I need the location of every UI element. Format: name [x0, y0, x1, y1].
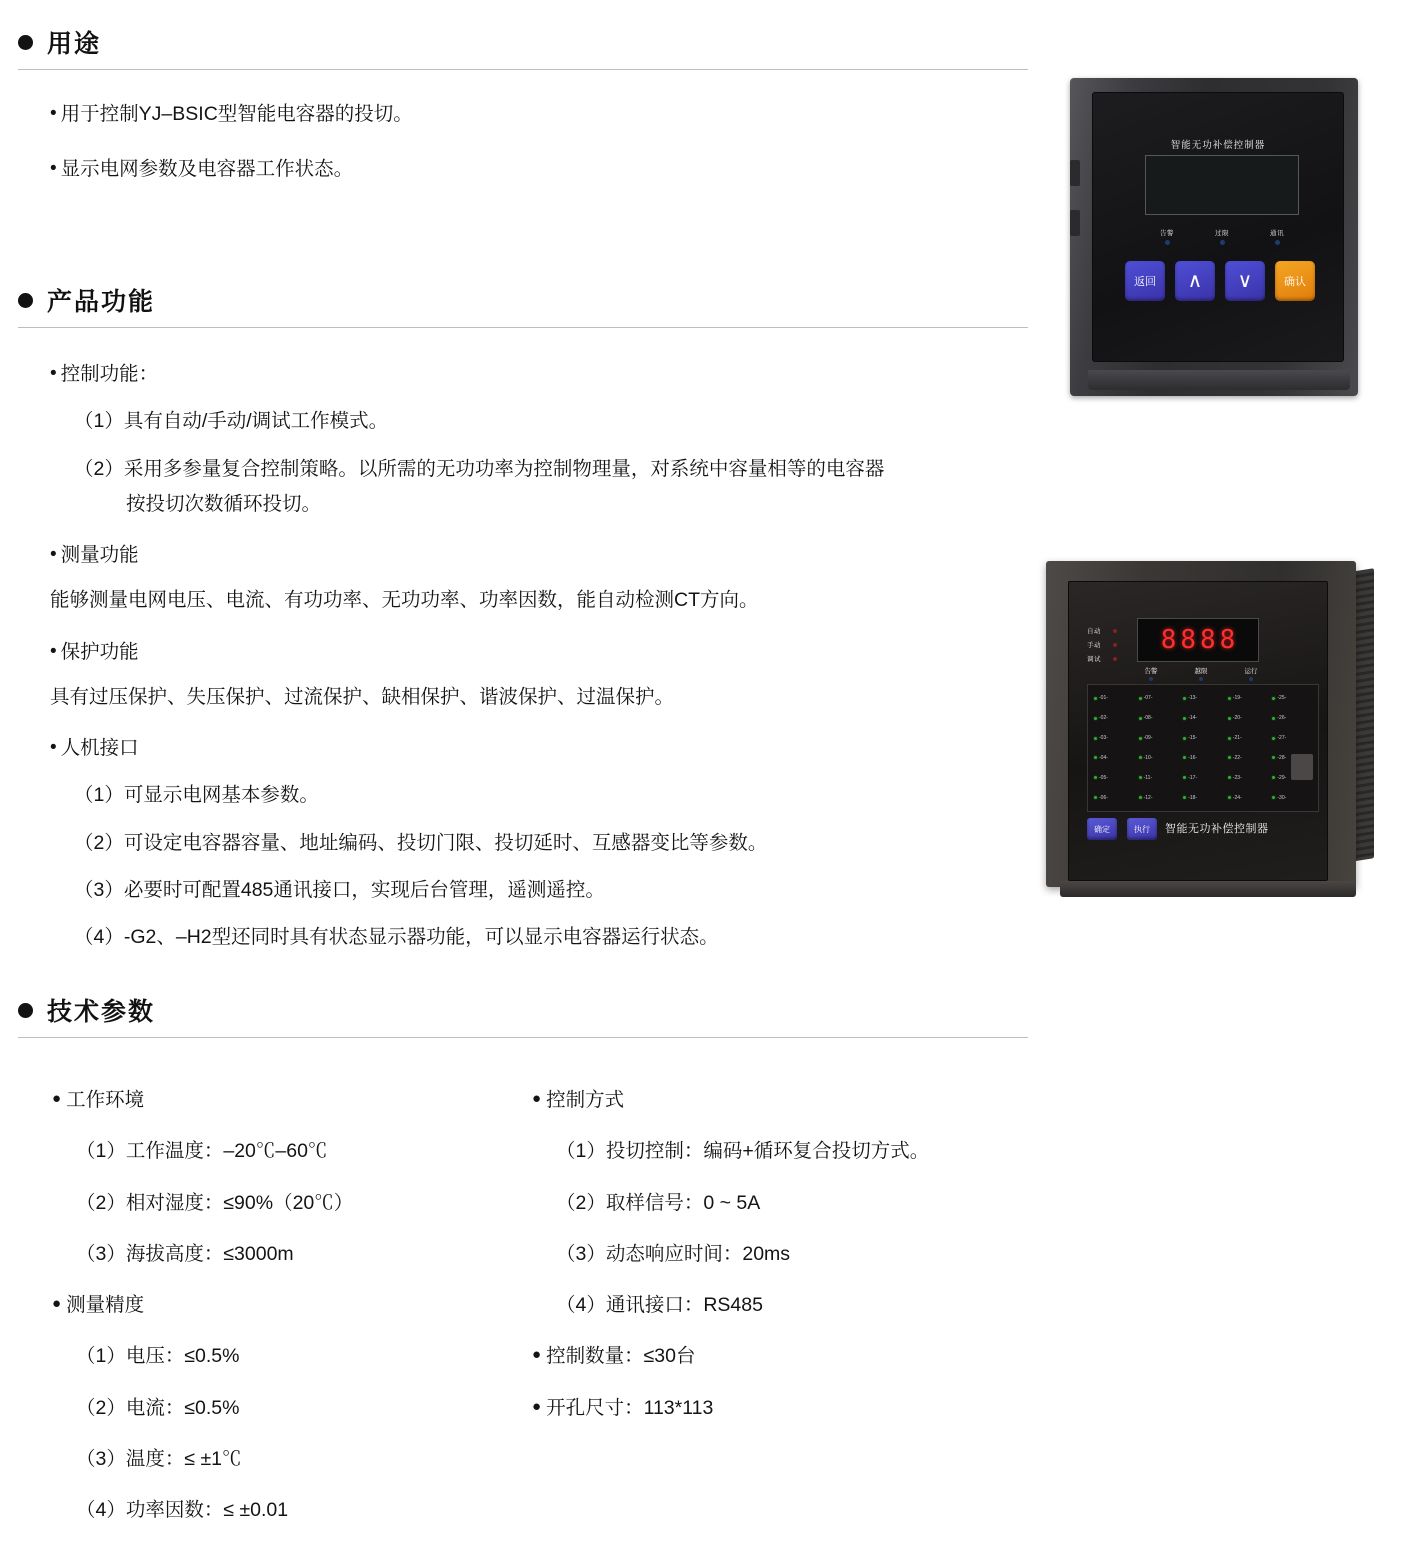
led-icon: [1272, 796, 1275, 799]
led-icon: [1113, 629, 1117, 633]
status-running: [1231, 666, 1271, 681]
list-item: [50, 100, 1028, 129]
confirm-button: 确定: [1087, 818, 1117, 840]
led-icon: [1272, 776, 1275, 779]
matrix-cell: [1226, 709, 1270, 728]
status-label: 越限: [1194, 668, 1208, 675]
tech-column-right: [532, 1086, 1012, 1547]
matrix-cell: [1181, 768, 1225, 787]
list-item: [52, 1291, 532, 1320]
matrix-cell-label: -12-: [1143, 794, 1153, 801]
divider: [18, 327, 1028, 328]
matrix-cell: [1137, 788, 1181, 807]
chevron-down-icon: ∨: [1237, 270, 1253, 292]
device-base: [1060, 881, 1356, 897]
bullet-icon: [18, 1003, 33, 1018]
led-icon: [1183, 697, 1186, 700]
param-line: （2）电流：≤0.5%: [76, 1396, 240, 1419]
matrix-cell: [1181, 729, 1225, 748]
device-base: [1088, 370, 1350, 390]
list-bullet-icon: •: [50, 103, 57, 124]
section-tech-header: [18, 992, 1028, 1028]
indicator-comm: [1257, 228, 1297, 245]
matrix-cell: [1137, 709, 1181, 728]
matrix-cell: [1137, 689, 1181, 708]
led-icon: [1139, 737, 1142, 740]
led-icon: [1113, 643, 1117, 647]
mode-label: 调试: [1087, 656, 1101, 663]
list-bullet-icon: ●: [532, 1397, 542, 1415]
section-tech-params: [18, 992, 1028, 1038]
led-icon: [1183, 737, 1186, 740]
device-indicator-group: [1147, 228, 1297, 245]
led-icon: [1272, 756, 1275, 759]
led-icon: [1094, 776, 1097, 779]
led-icon: [1183, 756, 1186, 759]
matrix-cell: [1270, 729, 1314, 748]
param-line: （3）海拔高度：≤3000m: [76, 1242, 294, 1265]
led-icon: [1183, 776, 1186, 779]
up-arrow-icon: [1175, 261, 1215, 301]
led-icon: [1272, 697, 1275, 700]
back-button: 返回: [1125, 261, 1165, 301]
matrix-cell-label: -13-: [1188, 695, 1198, 702]
matrix-cell: [1181, 709, 1225, 728]
led-icon: [1139, 756, 1142, 759]
capacitor-status-matrix: [1087, 684, 1319, 812]
device-body: [1046, 561, 1356, 887]
status-label: 告警: [1144, 668, 1158, 675]
status-alarm: [1131, 666, 1171, 681]
matrix-cell: [1226, 768, 1270, 787]
tech-column-left: [52, 1086, 532, 1547]
list-item: [50, 541, 1028, 570]
led-icon: [1094, 796, 1097, 799]
device-brand-label: 智能无功补偿控制器: [1170, 140, 1266, 151]
status-indicator-group: [1131, 666, 1271, 681]
feature-line: （2）可设定电容器容量、地址编码、投切门限、投切延时、互感器变比等参数。: [74, 831, 768, 854]
device-keypad: [1125, 261, 1315, 301]
list-item-label: 人机接口: [60, 737, 139, 759]
param-line: （3）温度：≤ ±1℃: [76, 1447, 242, 1470]
feature-line: 能够测量电网电压、电流、有功功率、无功功率、功率因数，能自动检测CT方向。: [50, 589, 759, 612]
list-bullet-icon: •: [50, 640, 57, 662]
led-icon: [1228, 796, 1231, 799]
digit: 8: [1160, 625, 1177, 655]
led-icon: [1249, 677, 1253, 681]
matrix-cell: [1092, 709, 1136, 728]
led-icon: [1272, 717, 1275, 720]
list-item-label: 控制功能：: [60, 363, 159, 385]
side-clip-lower: [1070, 210, 1080, 236]
led-icon: [1094, 737, 1097, 740]
list-item: [52, 1086, 532, 1115]
matrix-cell-label: -25-: [1277, 695, 1287, 702]
led-icon: [1272, 737, 1275, 740]
param-line: （4）功率因数：≤ ±0.01: [76, 1499, 289, 1521]
section-title: 技术参数: [47, 998, 156, 1026]
section-title: 产品功能: [47, 288, 156, 316]
digit: 8: [1219, 625, 1236, 655]
matrix-cell: [1270, 788, 1314, 807]
feature-line: （2）采用多参量复合控制策略。以所需的无功功率为控制物理量，对系统中容量相等的电容器: [74, 457, 885, 480]
list-item: [50, 638, 1028, 667]
matrix-cell: [1137, 768, 1181, 787]
section-title: 用途: [47, 30, 102, 58]
matrix-cell: [1181, 689, 1225, 708]
status-label: 运行: [1244, 668, 1258, 675]
matrix-cell: [1226, 749, 1270, 768]
device-body: [1070, 78, 1358, 396]
matrix-cell-label: -19-: [1232, 695, 1242, 702]
section-features-header: [18, 282, 1028, 318]
confirm-button: 确认: [1275, 261, 1315, 301]
feature-line: 具有过压保护、失压保护、过流保护、缺相保护、谐波保护、过温保护。: [50, 685, 675, 708]
matrix-cell: [1092, 729, 1136, 748]
device-lcd-screen: [1145, 155, 1299, 215]
led-icon: [1139, 717, 1142, 720]
matrix-cell-label: -02-: [1099, 715, 1108, 722]
mode-auto: [1087, 626, 1129, 635]
mode-indicator-group: [1087, 626, 1129, 668]
matrix-cell-label: -23-: [1232, 774, 1242, 781]
led-digit-display: [1137, 618, 1259, 662]
matrix-cell: [1092, 768, 1136, 787]
matrix-cell-label: -14-: [1188, 715, 1198, 722]
indicator-label: 过限: [1215, 230, 1229, 237]
led-icon: [1228, 776, 1231, 779]
matrix-cell-label: -15-: [1188, 735, 1198, 742]
led-icon: [1183, 717, 1186, 720]
execute-button: 执行: [1127, 818, 1157, 840]
matrix-cell: [1226, 689, 1270, 708]
led-icon: [1199, 677, 1203, 681]
list-item-label: 控制方式: [546, 1089, 625, 1111]
matrix-cell-label: -26-: [1277, 715, 1287, 722]
list-item: [50, 734, 1028, 763]
matrix-cell-label: -17-: [1188, 774, 1198, 781]
list-bullet-icon: ●: [52, 1295, 62, 1312]
feature-line: （3）必要时可配置485通讯接口，实现后台管理，遥测遥控。: [74, 878, 605, 901]
led-icon: [1149, 677, 1153, 681]
device-brand-label: 智能无功补偿控制器: [1165, 823, 1269, 835]
matrix-cell-label: -21-: [1232, 735, 1242, 742]
led-icon: [1183, 796, 1186, 799]
side-clip-upper: [1070, 160, 1080, 186]
led-icon: [1228, 756, 1231, 759]
section-usage: [18, 24, 1028, 185]
param-line: （2）取样信号：0 ~ 5A: [556, 1191, 761, 1214]
matrix-cell-label: -06-: [1099, 794, 1108, 801]
matrix-cell-label: -18-: [1188, 794, 1198, 801]
mode-debug: [1087, 654, 1129, 663]
matrix-cell-label: -29-: [1277, 774, 1287, 781]
matrix-cell-label: -10-: [1143, 754, 1153, 761]
product-image-panel-controller: [1062, 78, 1362, 408]
indicator-overlimit: [1202, 228, 1242, 245]
list-bullet-icon: ●: [532, 1090, 542, 1107]
matrix-cell-label: -07-: [1143, 695, 1153, 702]
param-line: （1）投切控制：编码+循环复合投切方式。: [556, 1140, 930, 1163]
list-bullet-icon: •: [50, 544, 57, 565]
led-icon: [1094, 756, 1097, 759]
led-icon: [1094, 697, 1097, 700]
matrix-cell-label: -28-: [1277, 754, 1287, 761]
list-item-label: 工作环境: [66, 1089, 145, 1111]
list-item-label: 显示电网参数及电容器工作状态。: [60, 158, 354, 181]
matrix-cell-label: -20-: [1232, 715, 1242, 722]
list-item-label: 测量精度: [66, 1294, 145, 1316]
list-bullet-icon: •: [50, 737, 57, 758]
matrix-cell: [1181, 749, 1225, 768]
chevron-up-icon: ∧: [1187, 270, 1203, 292]
led-icon: [1220, 240, 1225, 245]
feature-line: （1）具有自动/手动/调试工作模式。: [74, 410, 389, 433]
led-icon: [1228, 737, 1231, 740]
list-item-label: 保护功能: [60, 640, 139, 663]
led-icon: [1275, 240, 1280, 245]
matrix-cell-label: -03-: [1099, 735, 1108, 742]
feature-line: （1）可显示电网基本参数。: [74, 784, 319, 807]
matrix-cell: [1270, 709, 1314, 728]
indicator-alarm: [1147, 228, 1187, 245]
list-bullet-icon: ●: [52, 1090, 62, 1107]
led-icon: [1113, 657, 1117, 661]
device-keypad: [1087, 818, 1157, 840]
list-item: [532, 1394, 1012, 1423]
matrix-cell: [1092, 788, 1136, 807]
matrix-cell: [1092, 749, 1136, 768]
list-bullet-icon: •: [50, 363, 57, 384]
param-line: （2）相对湿度：≤90%（20℃）: [76, 1191, 354, 1214]
matrix-cell-label: -16-: [1188, 754, 1198, 761]
bullet-icon: [18, 293, 33, 308]
list-item-label: 测量功能: [60, 544, 139, 566]
matrix-cell-label: -30-: [1277, 794, 1287, 801]
list-bullet-icon: ●: [532, 1346, 542, 1364]
param-line: （3）动态响应时间：20ms: [556, 1242, 791, 1265]
matrix-cell-label: -11-: [1143, 774, 1153, 781]
led-icon: [1228, 697, 1231, 700]
list-item-label: 开孔尺寸：113*113: [546, 1396, 714, 1419]
digit: 8: [1180, 625, 1196, 655]
section-usage-header: [18, 24, 1028, 60]
matrix-cell-label: -05-: [1099, 774, 1108, 781]
mode-label: 自动: [1087, 628, 1101, 635]
matrix-cell-label: -01-: [1099, 695, 1108, 702]
list-bullet-icon: •: [50, 158, 57, 180]
down-arrow-icon: [1225, 261, 1265, 301]
led-icon: [1139, 697, 1142, 700]
indicator-label: 告警: [1160, 230, 1174, 237]
divider: [18, 69, 1028, 70]
divider: [18, 1037, 1028, 1038]
matrix-cell: [1181, 788, 1225, 807]
bullet-icon: [18, 35, 33, 50]
matrix-cell: [1270, 689, 1314, 708]
led-icon: [1165, 240, 1170, 245]
matrix-cell-label: -24-: [1232, 794, 1242, 801]
matrix-cell: [1137, 729, 1181, 748]
feature-line: （4）‐G2、–H2型还同时具有状态显示器功能，可以显示电容器运行状态。: [74, 926, 719, 948]
status-overlimit: [1181, 666, 1221, 681]
port-icon: [1291, 754, 1313, 780]
feature-line-cont: 按投切次数循环投切。: [126, 492, 322, 515]
matrix-cell: [1092, 689, 1136, 708]
matrix-cell-label: -09-: [1143, 735, 1153, 742]
led-icon: [1094, 717, 1097, 720]
matrix-cell-label: -04-: [1099, 754, 1108, 761]
list-item-label: 用于控制YJ–BSIC型智能电容器的投切。: [60, 103, 413, 125]
section-features: [18, 282, 1028, 952]
param-line: （4）通讯接口：RS485: [556, 1294, 763, 1316]
mode-manual: [1087, 640, 1129, 649]
matrix-cell: [1226, 729, 1270, 748]
list-item: [50, 155, 1028, 184]
list-item: [532, 1342, 1012, 1371]
device-bezel: [1092, 92, 1344, 362]
matrix-cell: [1137, 749, 1181, 768]
indicator-label: 通讯: [1270, 230, 1284, 237]
param-line: （1）工作温度：–20℃–60℃: [76, 1140, 328, 1163]
list-item-label: 控制数量：≤30台: [546, 1345, 696, 1368]
led-icon: [1139, 796, 1142, 799]
matrix-cell-label: -27-: [1277, 735, 1287, 742]
tech-params-columns: [52, 1086, 1052, 1547]
device-front-panel: [1068, 581, 1328, 881]
mode-label: 手动: [1087, 642, 1101, 649]
param-line: （1）电压：≤0.5%: [76, 1345, 240, 1368]
digit: 8: [1200, 625, 1216, 655]
product-image-led-controller: [1040, 555, 1380, 905]
led-icon: [1228, 717, 1231, 720]
list-item: [532, 1086, 1012, 1115]
matrix-cell-label: -08-: [1143, 715, 1153, 722]
list-item: [50, 360, 1028, 389]
led-icon: [1139, 776, 1142, 779]
matrix-cell: [1226, 788, 1270, 807]
matrix-cell-label: -22-: [1232, 754, 1242, 761]
